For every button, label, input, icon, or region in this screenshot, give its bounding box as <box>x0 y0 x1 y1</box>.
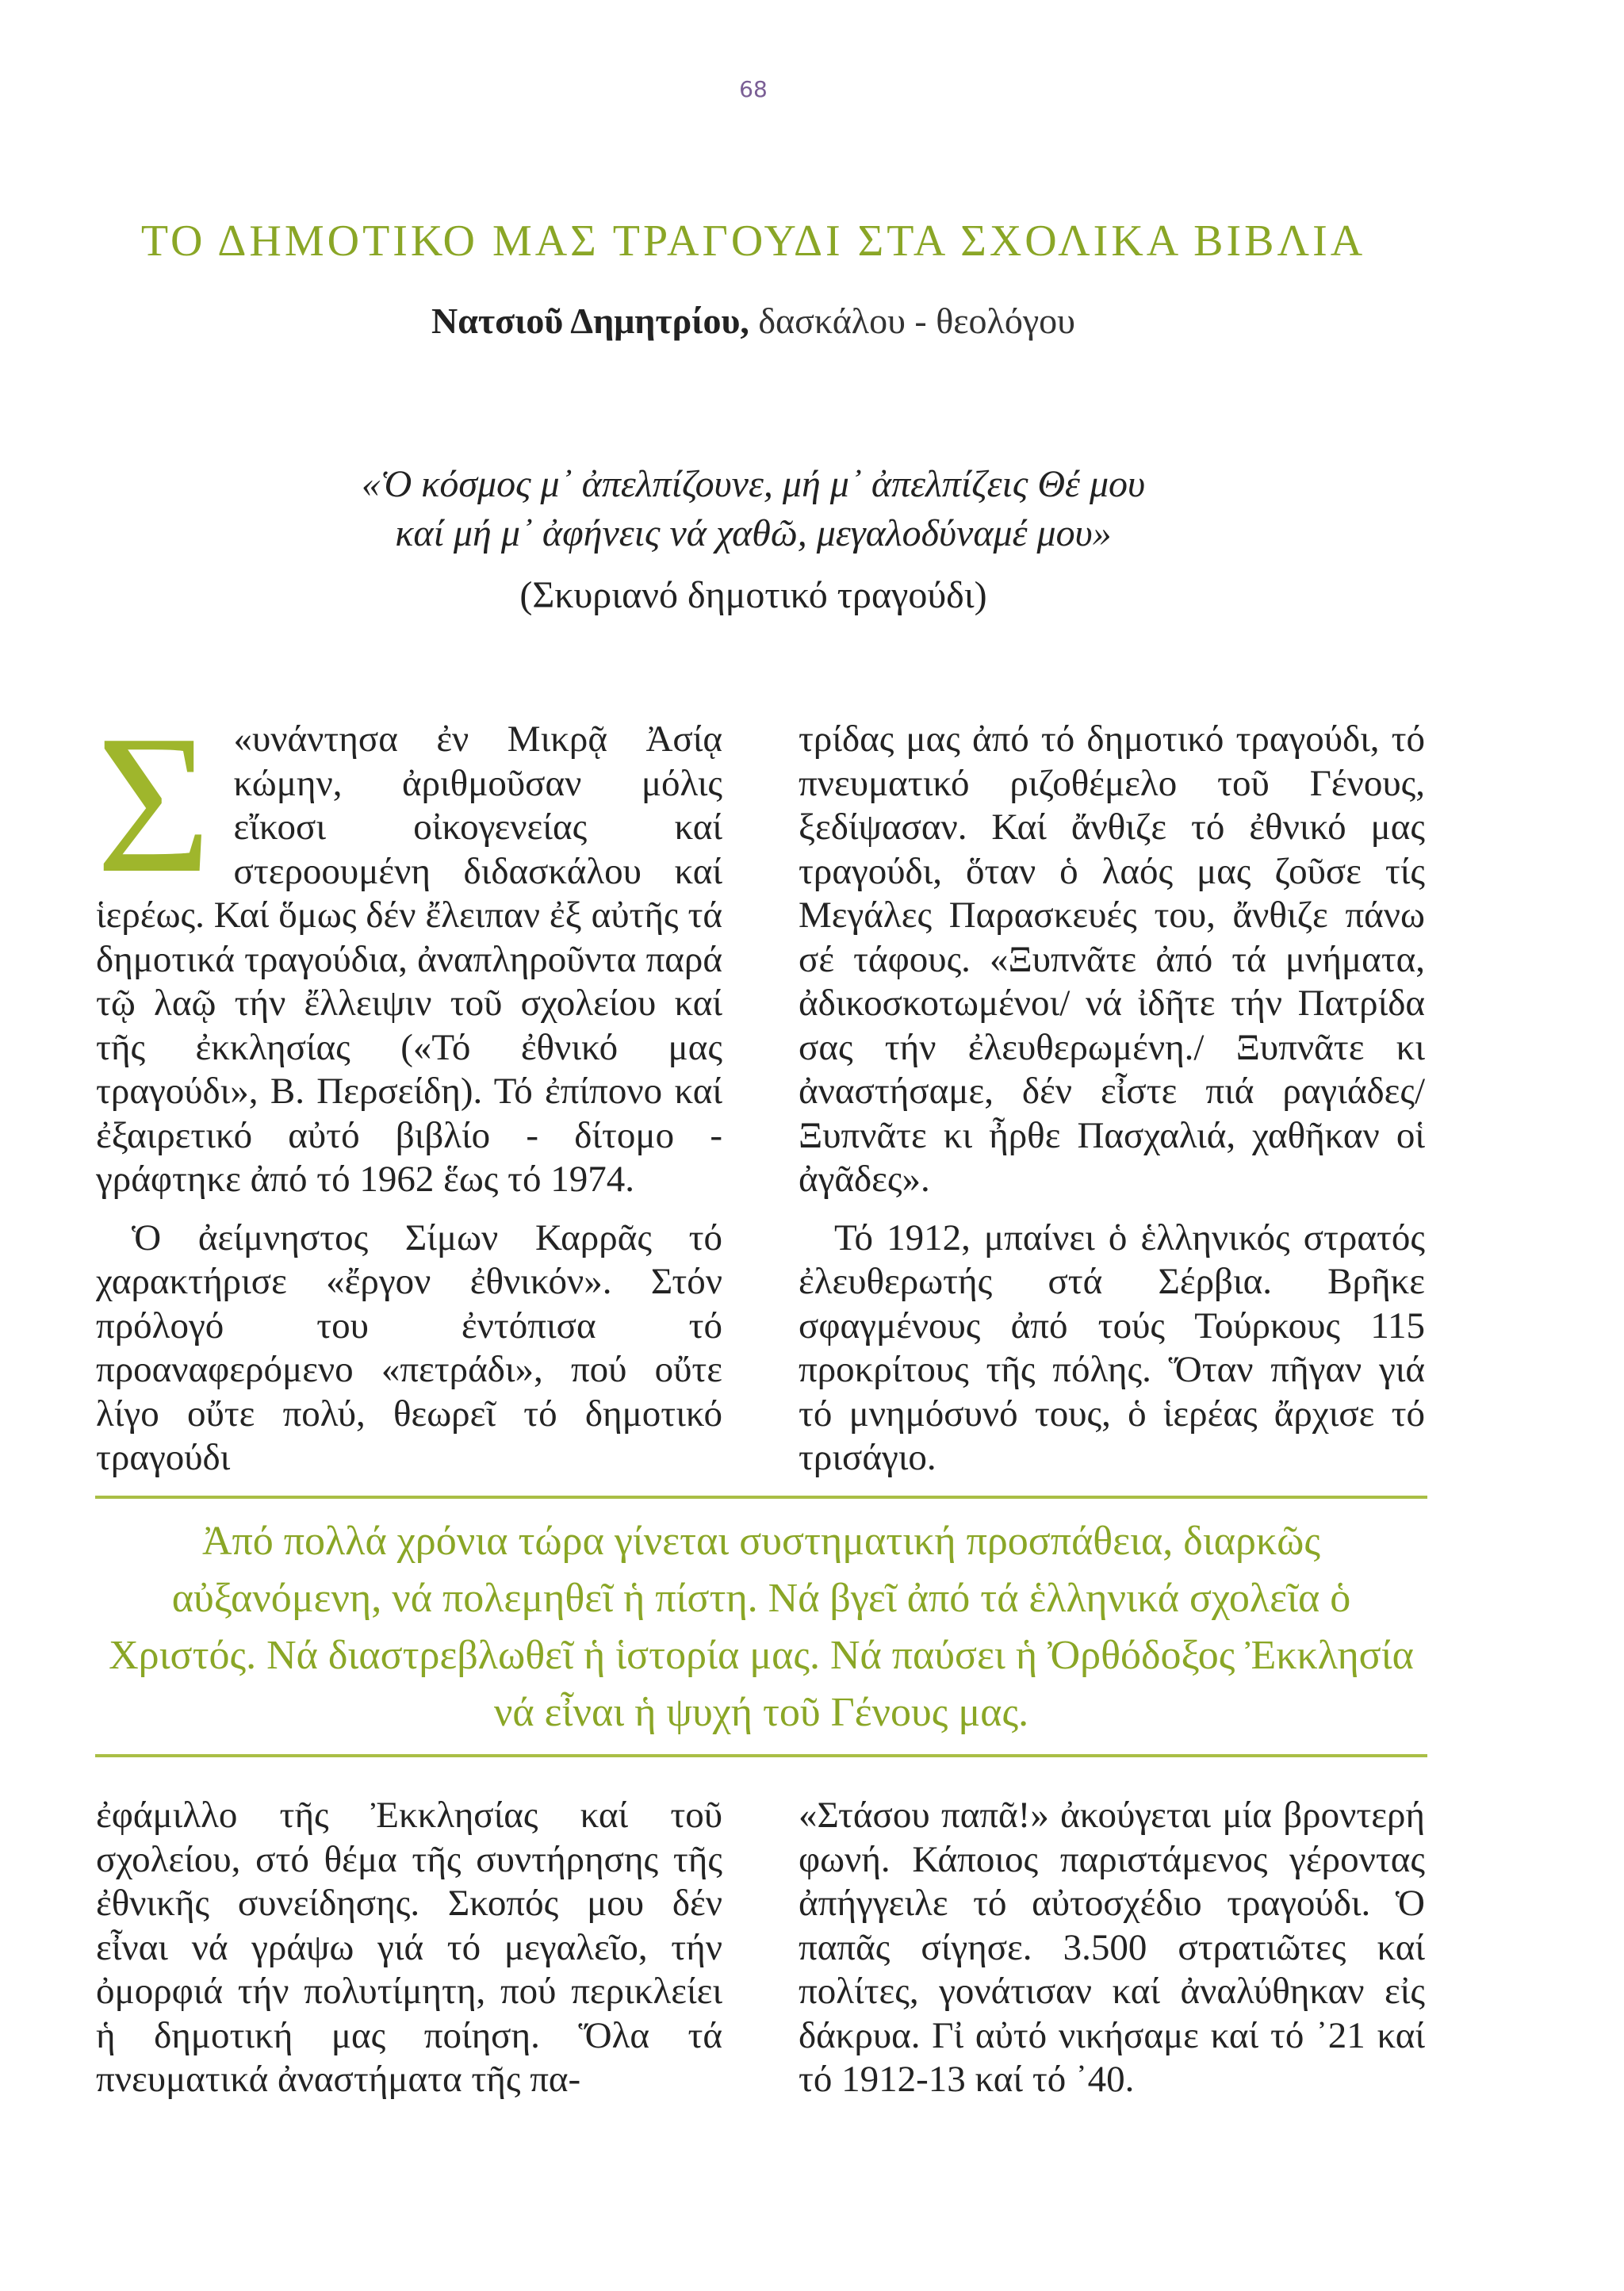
drop-cap: Σ <box>96 695 212 914</box>
article-title: ΤΟ ΔΗΜΟΤΙΚΟ ΜΑΣ ΤΡΑΓΟΥΔΙ ΣΤΑ ΣΧΟΛΙΚΑ ΒΙΒΛΙΑ <box>140 216 1366 266</box>
author-name: Νατσιοῦ Δημητρίου, <box>431 301 749 341</box>
paragraph: τρίδας μας ἀπό τό δημοτικό τραγούδι, τό πνευματικό ριζοθέμελο τοῦ Γένους, ξεδίψασαν. Καί ἄνθιζε τό ἐθνικό μας τραγούδι, ὅταν ὁ λαός μας ζοῦσε τίς Μεγάλες Παρασκευές του, ἄνθιζε πάνω σέ τάφους. «Ξυπνᾶτε ἀπό τά μνήματα, ἀδικοσκοτωμένοι/ νά ἰδῆτε τήν Πατρίδα σας τήν ἐλευθερωμένη./ Ξυπνᾶτε κι ἀναστήσαμε, δέν εἶστε πιά ραγιάδες/ Ξυπνᾶτε κι ἦρθε Πασχαλιά, χαθῆκαν οἱ ἀγᾶδες». <box>799 718 1425 1200</box>
epigraph-source: (Σκυριανό δημοτικό τραγούδι) <box>519 574 987 616</box>
epigraph-line-1: «Ὁ κόσμος μ᾽ ἀπελπίζουνε, μή μ᾽ ἀπελπίζεις Θέ μου <box>361 463 1146 505</box>
paragraph: «Στάσου παπᾶ!» ἀκούγεται μία βροντερή φωνή. Κάποιος παριστάμενος γέροντας ἀπήγγειλε τό αὐτοσχέδιο τραγούδι. Ὁ παπᾶς σίγησε. 3.500 στρατιῶτες καί πολίτες, γονάτισαν καί ἀναλύθηκαν εἰς δάκρυα. Γἰ αὐτό νικήσαμε καί τό ᾽21 καί τό 1912-13 καί τό ᾽40. <box>799 1795 1425 2100</box>
column-1 <box>96 695 722 1481</box>
byline <box>0 300 1507 342</box>
author-role: δασκάλου - θεολόγου <box>758 301 1075 341</box>
paragraph: Τό 1912, μπαίνει ὁ ἑλληνικός στρατός ἐλευθερωτής στά Σέρβια. Βρῆκε σφαγμένους ἀπό τούς Τούρκους 115 προκρίτους τῆς πόλης. Ὅταν πῆγαν γιά τό μνημόσυνό τους, ὁ ἱερέας ἄρχισε τό τρισάγιο. <box>799 1216 1425 1478</box>
pullquote-rule-top <box>95 1496 1427 1499</box>
column-4 <box>799 1794 1425 2102</box>
paragraph: Ὁ ἀείμνηστος Σίμων Καρρᾶς τό χαρακτήρισε «ἔργον ἐθνικόν». Στόν πρόλογό του ἐντόπισα τό προαναφερόμενο «πετράδι», πού οὔτε λίγο οὔτε πολύ, θεωρεῖ τό δημοτικό τραγούδι <box>96 1216 722 1478</box>
paragraph: «υνάντησα ἐν Μικρᾷ Ἀσίᾳ κώμην, ἀριθμοῦσαν μόλις εἴκοσι οἰκογενείας καί στεροουμένη διδασκάλου καί ἱερέως. Καί ὅμως δέν ἔλειπαν ἐξ αὐτῆς τά δημοτικά τραγούδια, ἀναπληροῦντα παρά τῷ λαῷ τήν ἔλλειψιν τοῦ σχολείου καί τῆς ἐκκλησίας («Τό ἐθνικό μας τραγούδι», Β. Περσείδη). Τό ἐπίπονο καί ἐξαιρετικό αὐτό βιβλίο - δίτομο - γράφτηκε ἀπό τό 1962 ἕως τό 1974. <box>96 718 722 1200</box>
page-number: 68 <box>739 76 768 102</box>
epigraph-line-2: καί μή μ᾽ ἀφήνεις νά χαθῶ, μεγαλοδύναμέ μου» <box>395 512 1112 554</box>
column-3 <box>96 1794 722 2102</box>
epigraph <box>0 460 1507 620</box>
pull-quote: Ἀπό πολλά χρόνια τώρα γίνεται συστηματική προσπάθεια, διαρκῶς αὐξανόμενη, νά πολεμηθεῖ ἡ πίστη. Νά βγεῖ ἀπό τά ἑλληνικά σχολεῖα ὁ Χριστός. Νά διαστρεβλωθεῖ ἡ ἱστορία μας. Νά παύσει ἡ Ὀρθόδοξος Ἐκκλησία νά εἶναι ἡ ψυχή τοῦ Γένους μας. <box>109 1519 1414 1735</box>
column-2 <box>799 718 1425 1481</box>
paragraph: ἐφάμιλλο τῆς Ἐκκλησίας καί τοῦ σχολείου, στό θέμα τῆς συντήρησης τῆς ἐθνικῆς συνείδησης. Σκοπός μου δέν εἶναι νά γράψω γιά τό μεγαλεῖο, τήν ὀμορφιά τήν πολυτίμητη, πού περικλείει ἡ δημοτική μας ποίηση. Ὅλα τά πνευματικά ἀναστήματα τῆς πα- <box>96 1795 722 2100</box>
pullquote-rule-bottom <box>95 1754 1427 1757</box>
